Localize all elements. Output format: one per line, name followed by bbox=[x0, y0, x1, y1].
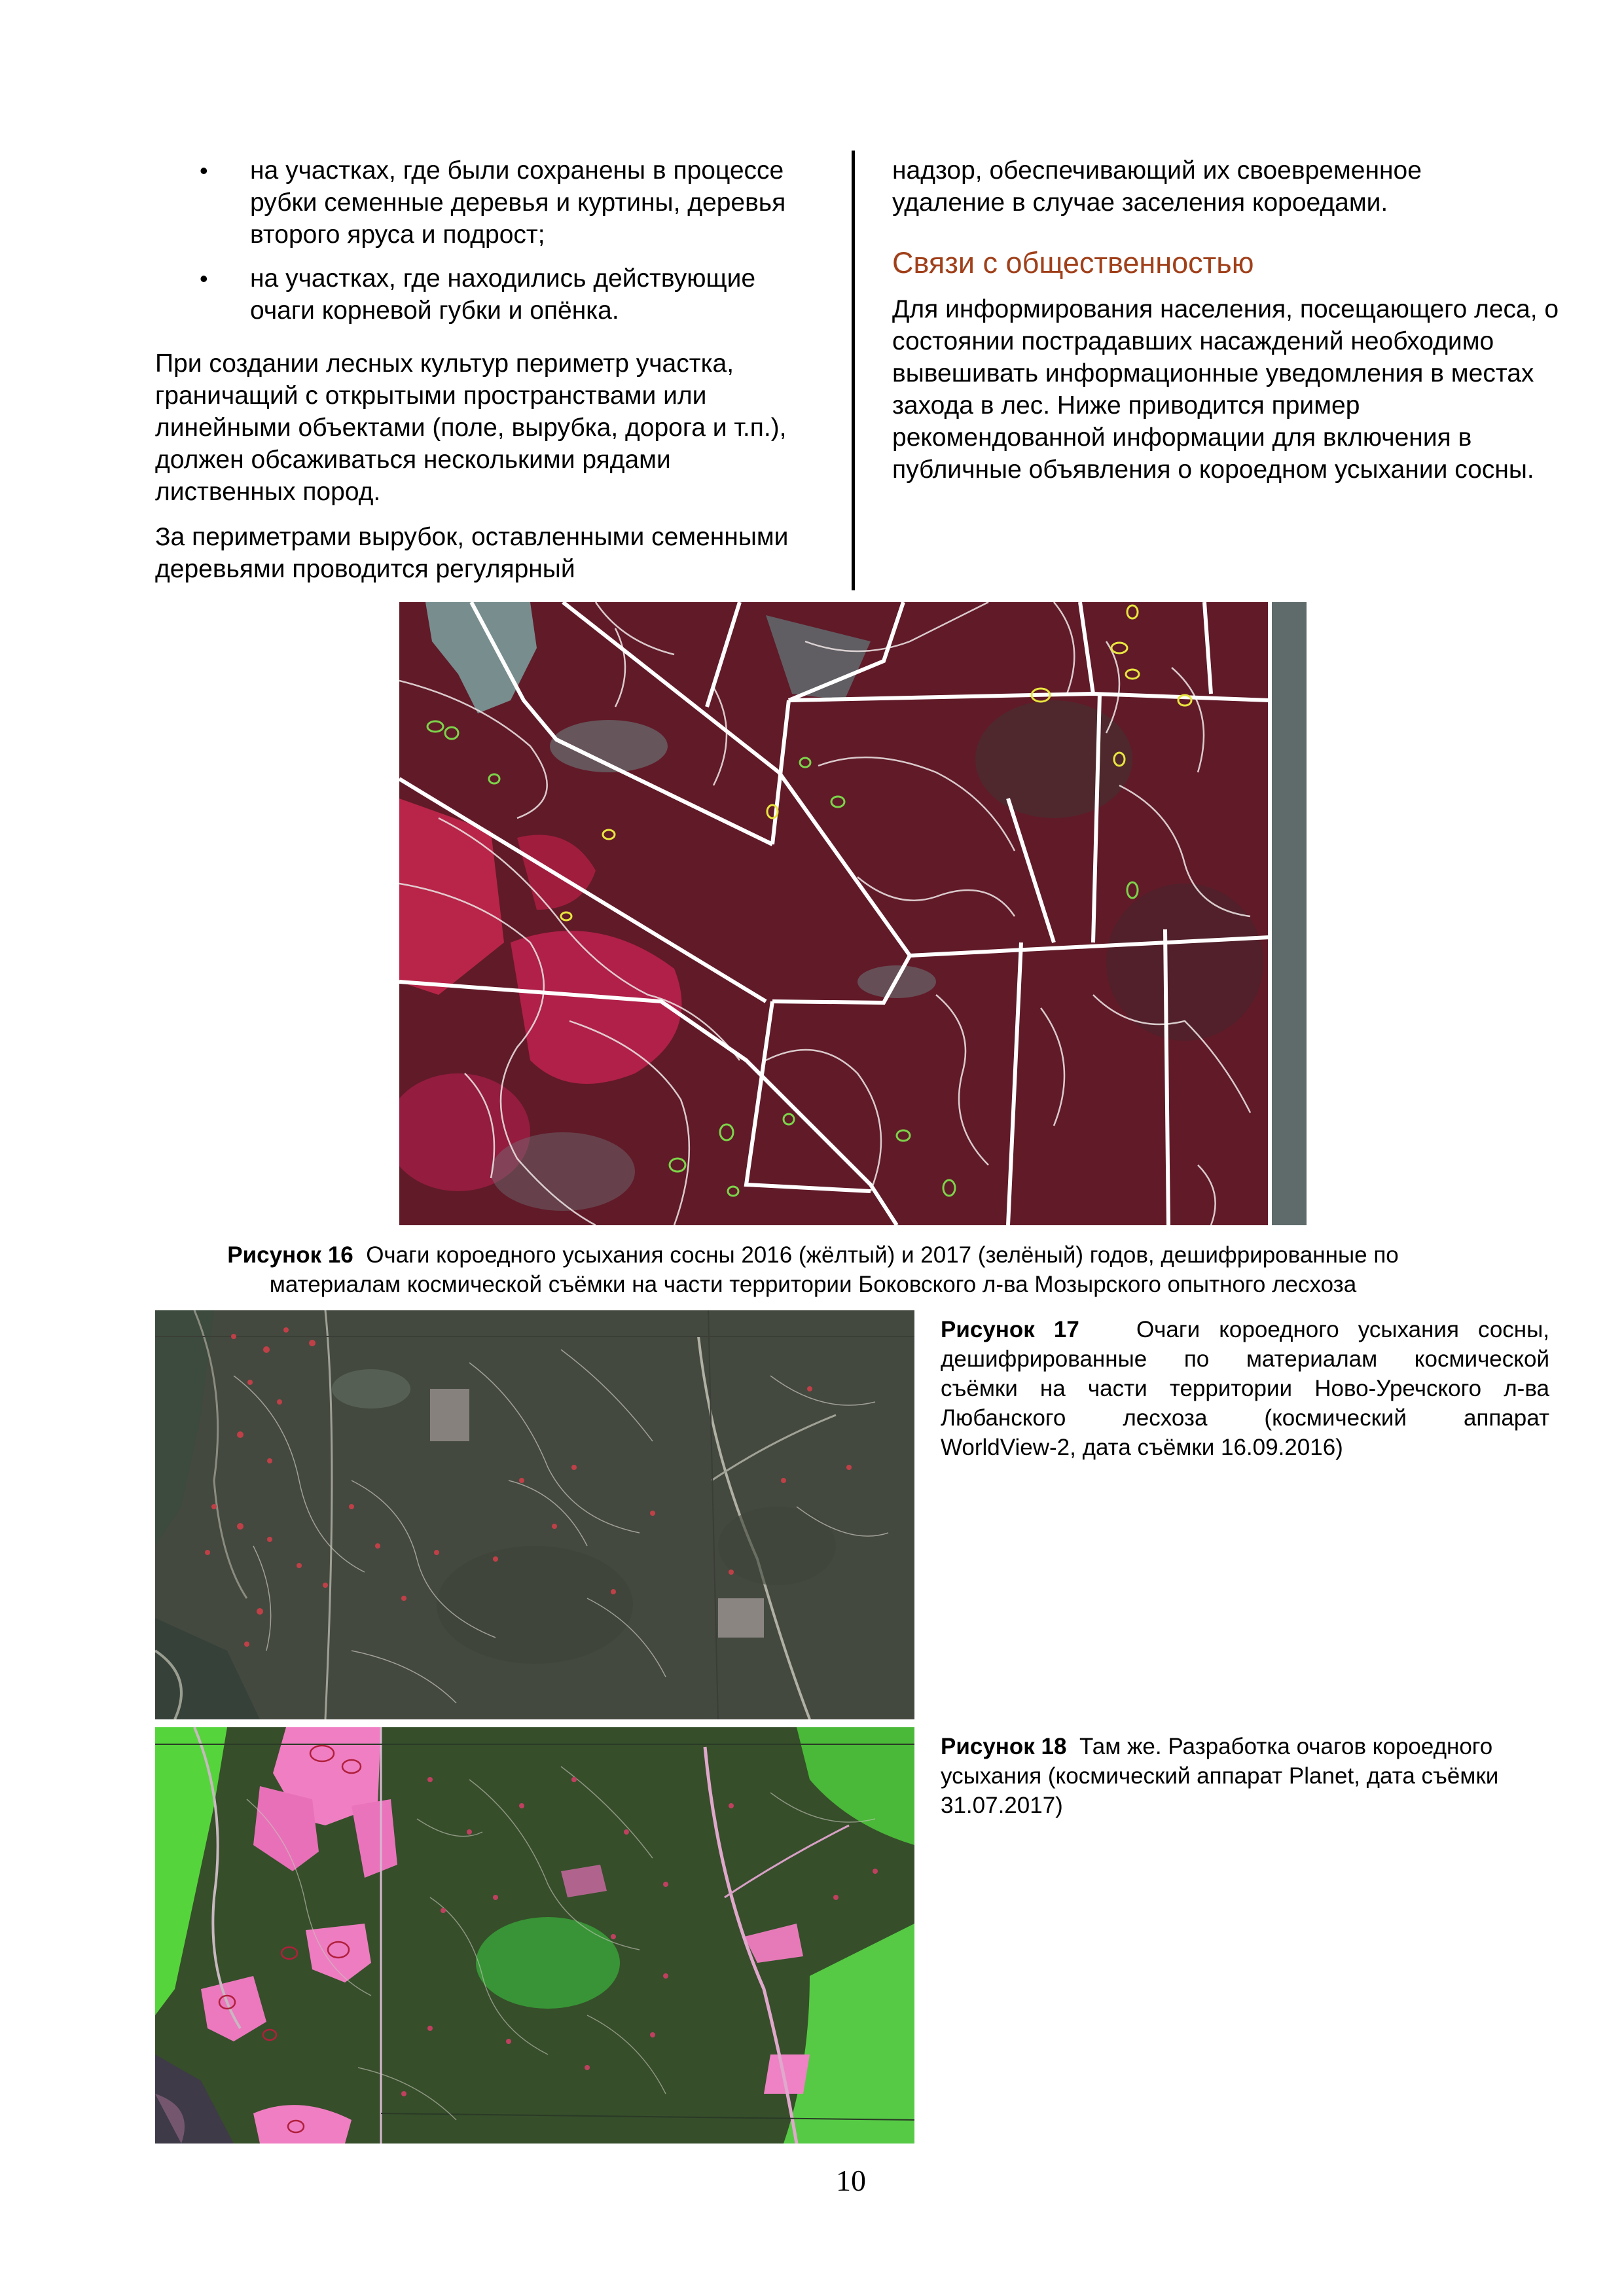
figure17-label: Рисунок 17 bbox=[941, 1317, 1079, 1342]
figure17-caption-line: Рисунок 17 Очаги короедного усыхания сосны, bbox=[941, 1317, 1550, 1342]
figure17-caption-line: Любанского лесхоза (космический аппарат bbox=[941, 1405, 1549, 1431]
paragraph-perimeter: При создании лесных культур периметр участка, граничащий с открытыми пространствами или линейными объектами (поле, вырубка, дорога и т.п.), должен обсаживаться несколькими рядами лиственных пород. bbox=[155, 350, 787, 506]
figure17-caption bbox=[941, 1315, 1549, 1462]
right-column bbox=[892, 154, 1566, 486]
figure18-caption bbox=[941, 1732, 1549, 1820]
figure16-caption-line2: материалам космической съёмки на части территории Боковского л-ва Мозырского опытного лесхоза bbox=[269, 1272, 1357, 1297]
figure16-caption bbox=[155, 1240, 1471, 1299]
figure16-map bbox=[399, 602, 1307, 1225]
figure17-map bbox=[155, 1310, 914, 1719]
column-divider bbox=[852, 151, 855, 590]
bullet-list bbox=[155, 154, 810, 327]
section-heading: Связи с общественностью bbox=[892, 246, 1254, 279]
bullet-icon: • bbox=[200, 265, 208, 292]
page-number: 10 bbox=[836, 2164, 866, 2197]
left-column bbox=[155, 154, 810, 585]
list-item: • на участках, где были сохранены в процессе рубки семенные деревья и куртины, деревья второго яруса и подрост; bbox=[155, 154, 810, 251]
list-item: • на участках, где находились действующие очаги корневой губки и опёнка. bbox=[155, 262, 810, 327]
figure17-caption-line: дешифрированные по материалам космической bbox=[941, 1346, 1549, 1372]
figure18-caption-line: 31.07.2017) bbox=[941, 1793, 1063, 1818]
bullet-icon: • bbox=[200, 157, 208, 184]
figure16-caption-line1: Рисунок 16 Очаги короедного усыхания сосны 2016 (жёлтый) и 2017 (зелёный) годов, дешифрированные по bbox=[227, 1242, 1399, 1268]
paragraph-cutting: За периметрами вырубок, оставленными семенными деревьями проводится регулярный bbox=[155, 523, 789, 583]
figure18-caption-line: Рисунок 18 Там же. Разработка очагов короедного bbox=[941, 1734, 1493, 1759]
paragraph-public-info: Для информирования населения, посещающего леса, о состоянии пострадавших насаждений необходимо вывешивать информационные уведомления в местах захода в лес. Ниже приводится пример рекомендованной информации для включения в публичные объявления о короедном усыхании сосны. bbox=[892, 295, 1559, 484]
paragraph-continuation: надзор, обеспечивающий их своевременное удаление в случае заселения короедами. bbox=[892, 156, 1422, 217]
figure16-label: Рисунок 16 bbox=[227, 1242, 353, 1268]
figure17-caption-line: WorldView-2, дата съёмки 16.09.2016) bbox=[941, 1435, 1343, 1460]
figure18-map bbox=[155, 1727, 914, 2144]
figure18-caption-line: усыхания (космический аппарат Planet, дата съёмки bbox=[941, 1763, 1499, 1789]
figure17-caption-line: съёмки на части территории Ново-Уречского л-ва bbox=[941, 1376, 1549, 1401]
figure18-label: Рисунок 18 bbox=[941, 1734, 1067, 1759]
